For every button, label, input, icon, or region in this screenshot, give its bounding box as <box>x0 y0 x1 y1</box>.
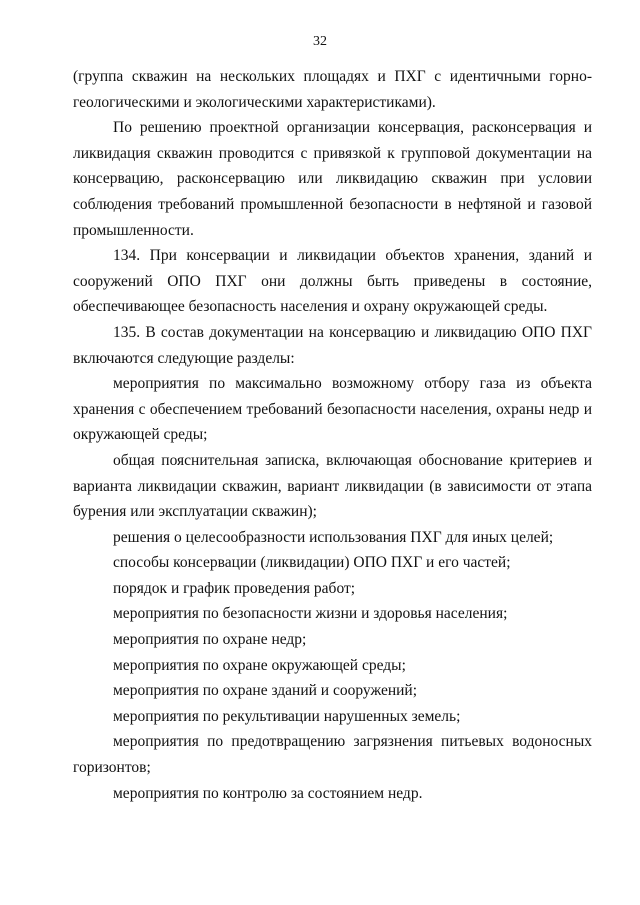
document-body <box>73 64 592 806</box>
paragraph-135: 135. В состав документации на консервацию и ликвидацию ОПО ПХГ включаются следующие разделы: <box>73 323 592 367</box>
paragraph-continuation: (группа скважин на нескольких площадях и ПХГ с идентичными горно-геологическими и экологическими характеристиками). <box>73 68 592 111</box>
list-item-explanatory-note: общая пояснительная записка, включающая обоснование критериев и варианта ликвидации скважин, вариант ликвидации (в зависимости от этапа бурения или эксплуатации скважин); <box>73 451 592 521</box>
list-item-subsoil-protection: мероприятия по охране недр; <box>113 631 307 649</box>
page-number: 32 <box>313 34 327 49</box>
list-item-gas-extraction: мероприятия по максимально возможному отбору газа из объекта хранения с обеспечением требований безопасности населения, охраны недр и окружающей среды; <box>73 375 592 444</box>
list-item-aquifer-protection: мероприятия по предотвращению загрязнения питьевых водоносных горизонтов; <box>73 733 592 777</box>
list-item-subsoil-monitoring: мероприятия по контролю за состоянием недр. <box>113 784 423 802</box>
list-item-land-recultivation: мероприятия по рекультивации нарушенных земель; <box>113 707 461 725</box>
list-item-conservation-methods: способы консервации (ликвидации) ОПО ПХГ и его частей; <box>113 554 511 572</box>
list-item-environment-protection: мероприятия по охране окружающей среды; <box>113 656 406 674</box>
list-item-reuse-decisions: решения о целесообразности использования ПХГ для иных целей; <box>113 528 554 546</box>
list-item-population-safety: мероприятия по безопасности жизни и здоровья населения; <box>113 605 508 623</box>
list-item-work-schedule: порядок и график проведения работ; <box>113 579 356 597</box>
paragraph-134: 134. При консервации и ликвидации объектов хранения, зданий и сооружений ОПО ПХГ они должны быть приведены в состояние, обеспечивающее безопасность населения и охрану окружающей среды. <box>73 247 592 316</box>
paragraph-conservation-decision: По решению проектной организации консервация, расконсервация и ликвидация скважин проводится с привязкой к групповой документации на консервацию, расконсервацию или ликвидацию скважин при условии соблюдения требований промышленной безопасности в нефтяной и газовой промышленности. <box>73 119 592 239</box>
list-item-buildings-protection: мероприятия по охране зданий и сооружений; <box>113 682 418 700</box>
